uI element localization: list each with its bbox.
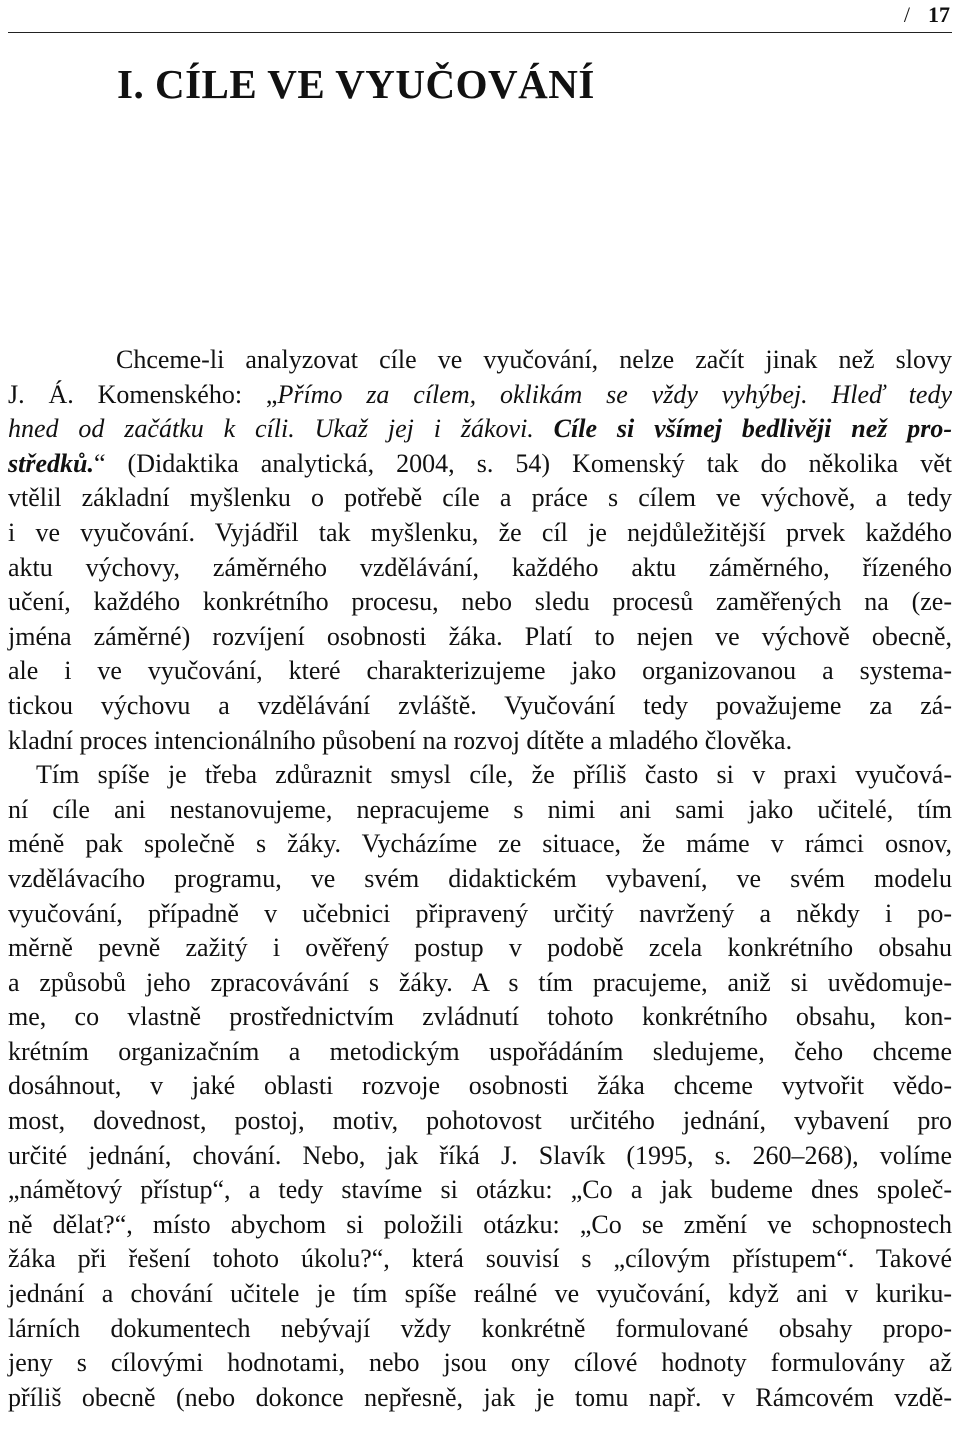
text-line [8,447,952,482]
text-segment: Chceme-li analyzovat cíle ve vyučování, nelze začít jinak než slovy [116,345,952,374]
text-line [8,897,952,932]
text-line [8,862,952,897]
text-line [8,378,952,413]
text-segment: dosáhnout, v jaké oblasti rozvoje osobnosti žáka chceme vytvořit vědo- [8,1071,952,1101]
text-segment: J. Á. Komenského: „ [8,379,278,409]
header-rule [8,32,952,33]
text-line [8,1242,952,1277]
text-line [8,793,952,828]
text-segment: jednání a chování učitele je tím spíše reálné ve vyučování, když ani v kuriku- [8,1279,952,1309]
text-line [8,585,952,620]
text-segment: lárních dokumentech nebývají vždy konkrétně formulované obsahy propo- [8,1313,952,1343]
text-segment: vzdělávacího programu, ve svém didaktickém vybavení, ve svém modelu [8,863,952,893]
page-number-value: 17 [928,2,950,27]
text-segment: tickou výchovu a vzdělávání zvláště. Vyučování tedy považujeme za zá- [8,690,952,720]
text-line [8,1277,952,1312]
text-segment: Cíle si všímej bedlivěji než pro- [553,414,953,444]
text-segment: hned od začátku k cíli. Ukaž jej i žákovi. [8,414,554,444]
text-segment: Přímo za cílem, oklikám se vždy vyhýbej. Hleď tedy [277,379,952,409]
text-line [8,724,952,759]
text-segment: vyučování, případně v učebnici připravený určitý navržený a někdy i po- [8,898,952,928]
text-line [8,827,952,862]
text-segment: kladní proces intencionálního působení na rozvoj dítěte a mladého člověka. [8,725,793,755]
header-slash: / [903,2,910,27]
text-line [8,620,952,655]
text-line [8,1381,952,1416]
text-segment: ale i ve vyučování, které charakterizujeme jako organizovanou a systema- [8,656,952,686]
text-segment: méně pak společně s žáky. Vycházíme ze situace, že máme v rámci osnov, [8,829,952,859]
text-line [8,516,952,551]
text-line [8,1104,952,1139]
text-line [8,654,952,689]
text-segment: most, dovednost, postoj, motiv, pohotovost určitého jednání, vybavení pro [8,1106,952,1136]
text-segment: jména záměrné) rozvíjení osobnosti žáka. Platí to nejen ve výchově obecně, [8,621,952,651]
text-segment: ní cíle ani nestanovujeme, nepracujeme s nimi ani sami jako učitelé, tím [8,794,952,824]
text-segment: středků. [8,448,94,478]
text-line [8,1312,952,1347]
chapter-title: I. CÍLE VE VYUČOVÁNÍ [117,61,595,107]
text-segment: ně dělat?“, místo abychom si položili otázku: „Co se změní ve schopnostech [8,1209,952,1239]
text-segment: Tím spíše je třeba zdůraznit smysl cíle, že příliš často si v praxi vyučová- [36,760,952,790]
text-segment: aktu výchovy, záměrného vzdělávání, každého aktu záměrného, řízeného [8,552,952,582]
text-line [8,1173,952,1208]
text-line [8,481,952,516]
text-line [8,1139,952,1174]
text-segment: jeny s cílovými hodnotami, nebo jsou ony cílové hodnoty formulovány až [8,1348,952,1378]
text-segment: příliš obecně (nebo dokonce nepřesně, jak je tomu např. v Rámcovém vzdě- [8,1382,952,1412]
text-segment: žáka při řešení tohoto úkolu?“, která souvisí s „cílovým přístupem“. Takové [8,1244,952,1274]
text-segment: krétním organizačním a metodickým uspořádáním sledujeme, čeho chceme [8,1036,952,1066]
text-segment: a způsobů jeho zpracovávání s žáky. A s tím pracujeme, aniž si uvědomuje- [8,967,952,997]
text-segment: vtělil základní myšlenku o potřebě cíle a práce s cílem ve výchově, a tedy [8,483,952,513]
text-line [8,1208,952,1243]
text-line [8,343,952,378]
text-segment: “ (Didaktika analytická, 2004, s. 54) Komenský tak do několika vět [93,448,952,478]
text-segment: i ve vyučování. Vyjádřil tak myšlenku, že cíl je nejdůležitější prvek každého [8,517,952,547]
text-segment: me, co vlastně prostřednictvím zvládnutí tohoto konkrétního obsahu, kon- [8,1002,952,1032]
text-line [8,931,952,966]
text-line [8,758,952,793]
page-number [904,2,950,28]
text-line [8,966,952,1001]
text-line [8,551,952,586]
text-line [8,1035,952,1070]
text-line [8,1069,952,1104]
text-segment: učení, každého konkrétního procesu, nebo sledu procesů zaměřených na (ze- [8,587,952,617]
text-line [8,412,952,447]
text-line [8,1346,952,1381]
text-segment: „námětový přístup“, a tedy stavíme si otázku: „Co a jak budeme dnes společ- [8,1175,952,1205]
text-segment: určité jednání, chování. Nebo, jak říká J. Slavík (1995, s. 260–268), volíme [8,1140,952,1170]
text-segment: měrně pevně zažitý i ověřený postup v podobě zcela konkrétního obsahu [8,933,952,963]
text-line [8,1000,952,1035]
text-line [8,689,952,724]
body-text [8,343,952,1415]
